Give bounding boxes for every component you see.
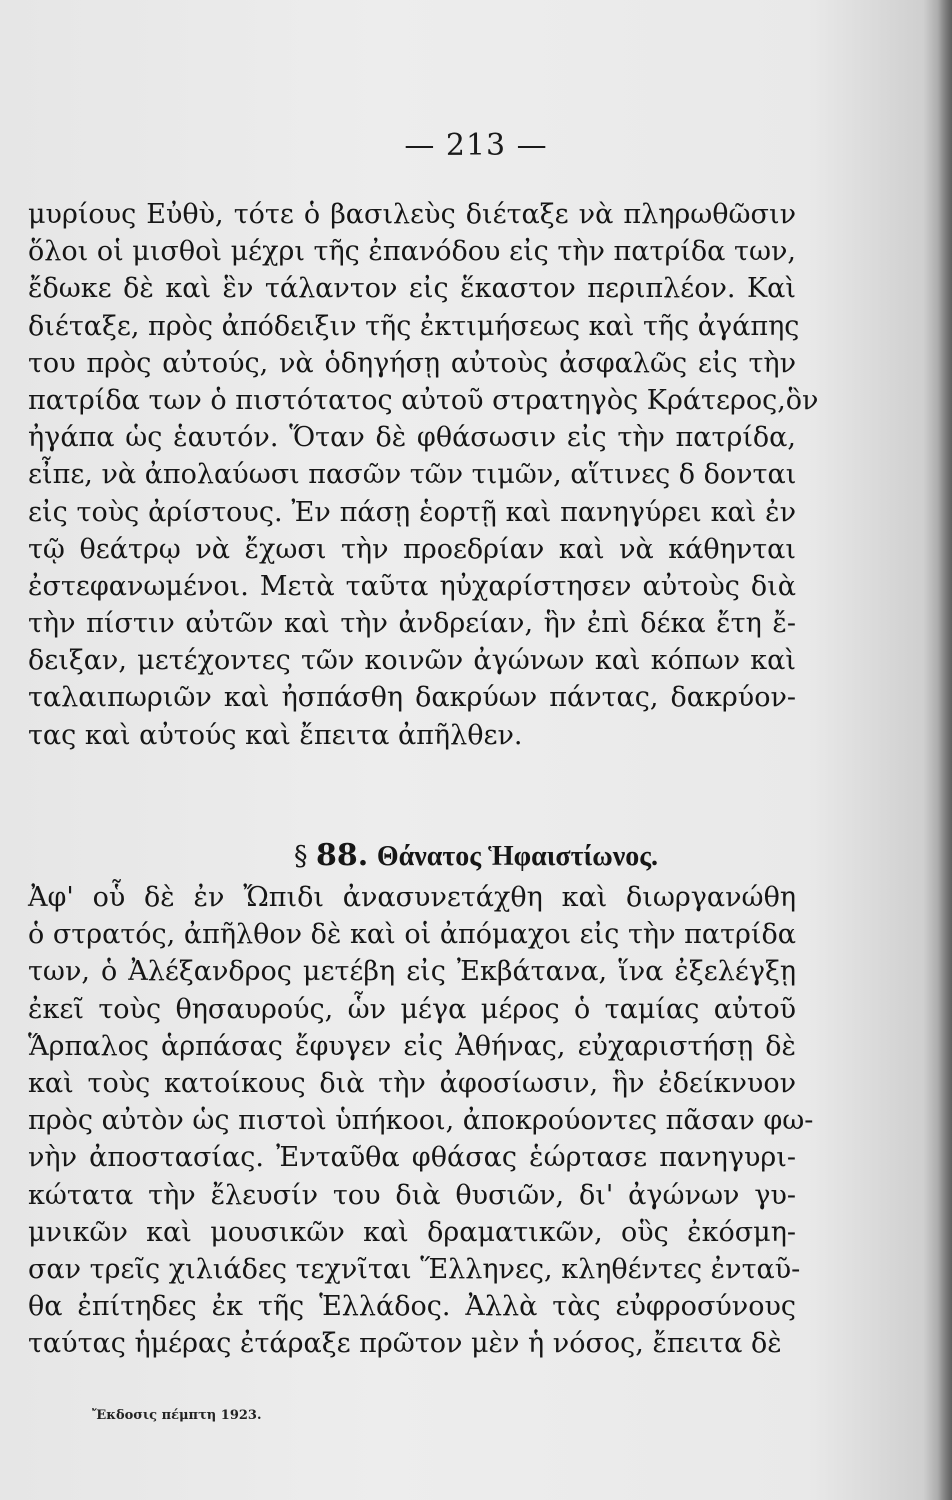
text-line: Ἅρπαλος ἁρπάσας ἔφυγεν εἰς Ἀθήνας, εὐχαριστήσῃ δὲ bbox=[28, 1030, 796, 1062]
text-line: ὅλοι οἱ μισθοὶ μέχρι τῆς ἐπανόδου εἰς τὴν πατρίδα των, bbox=[28, 236, 796, 268]
text-line: ταύτας ἡμέρας ἐτάραξε πρῶτον μὲν ἡ νόσος, ἔπειτα δὲ bbox=[28, 1328, 782, 1360]
text-line: ἠγάπα ὡς ἑαυτόν. Ὅταν δὲ φθάσωσιν εἰς τὴν πατρίδα, bbox=[28, 422, 796, 454]
section-heading bbox=[0, 838, 952, 873]
section-number: 88. bbox=[316, 838, 369, 873]
text-line: ὁ στρατός, ἀπῆλθον δὲ καὶ οἱ ἀπόμαχοι εἰς τὴν πατρίδα bbox=[28, 919, 796, 951]
text-line: μυρίους Εὐθὺ, τότε ὁ βασιλεὺς διέταξε νὰ πληρωθῶσιν bbox=[28, 199, 796, 230]
text-line: ταλαιπωριῶν καὶ ἠσπάσθη δακρύων πάντας, δακρύον- bbox=[28, 682, 796, 714]
section-title: Θάνατος Ἡφαιστίωνος. bbox=[376, 841, 659, 872]
text-line: τὴν πίστιν αὐτῶν καὶ τὴν ἀνδρείαν, ἣν ἐπὶ δέκα ἔτη ἔ- bbox=[28, 608, 796, 640]
text-line: σαν τρεῖς χιλιάδες τεχνῖται Ἕλληνες, κληθέντες ἐνταῦ- bbox=[28, 1253, 801, 1285]
page-edge-shadow bbox=[938, 0, 952, 1500]
text-line: νὴν ἀποστασίας. Ἐνταῦθα φθάσας ἑώρτασε πανηγυρι- bbox=[28, 1142, 796, 1174]
text-line: τας καὶ αὐτούς καὶ ἔπειτα ἀπῆλθεν. bbox=[28, 719, 523, 751]
text-line: ἐστεφανωμένοι. Μετὰ ταῦτα ηὐχαρίστησεν αὐτοὺς διὰ bbox=[28, 570, 796, 602]
text-line: καὶ τοὺς κατοίκους διὰ τὴν ἀφοσίωσιν, ἣν ἐδείκνυον bbox=[28, 1067, 796, 1099]
text-line: εἶπε, νὰ ἀπολαύωσι πασῶν τῶν τιμῶν, αἵτινες δ δονται bbox=[28, 459, 797, 491]
text-line: κώτατα τὴν ἔλευσίν του διὰ θυσιῶν, δι' ἀγώνων γυ- bbox=[28, 1179, 796, 1211]
page-number: — 213 — bbox=[404, 128, 548, 163]
text-line: των, ὁ Ἀλέξανδρος μετέβη εἰς Ἐκβάτανα, ἵνα ἐξελέγξῃ bbox=[28, 956, 796, 988]
text-line: εἰς τοὺς ἀρίστους. Ἐν πάσῃ ἑορτῇ καὶ πανηγύρει καὶ ἐν bbox=[28, 496, 796, 528]
text-line: πρὸς αὐτὸν ὡς πιστοὶ ὑπήκοοι, ἀποκρούοντες πᾶσαν φω- bbox=[28, 1105, 814, 1137]
text-line: ἐκεῖ τοὺς θησαυρούς, ὧν μέγα μέρος ὁ ταμίας αὐτοῦ bbox=[28, 993, 796, 1025]
text-line: δειξαν, μετέχοντες τῶν κοινῶν ἀγώνων καὶ κόπων καὶ bbox=[28, 645, 796, 677]
text-line: διέταξε, πρὸς ἀπόδειξιν τῆς ἐκτιμήσεως καὶ τῆς ἀγάπης bbox=[28, 310, 800, 342]
paragraph-2 bbox=[28, 879, 814, 1362]
edition-note: Ἔκδοσις πέμπτη 1923. bbox=[92, 1408, 262, 1423]
text-line: του πρὸς αὐτούς, νὰ ὁδηγήσῃ αὐτοὺς ἀσφαλῶς εἰς τὴν bbox=[28, 347, 796, 379]
text-line: θα ἐπίτηδες ἐκ τῆς Ἑλλάδος. Ἀλλὰ τὰς εὐφροσύνους bbox=[28, 1291, 796, 1323]
text-line: τῷ θεάτρῳ νὰ ἔχωσι τὴν προεδρίαν καὶ νὰ κάθηνται bbox=[28, 533, 796, 565]
section-symbol: § bbox=[293, 841, 308, 872]
text-line: μνικῶν καὶ μουσικῶν καὶ δραματικῶν, οὓς ἐκόσμη- bbox=[28, 1216, 796, 1248]
text-line: Ἀφ' οὗ δὲ ἐν Ὤπιδι ἀνασυνετάχθη καὶ διωργανώθη bbox=[28, 882, 796, 913]
text-line: πατρίδα των ὁ πιστότατος αὐτοῦ στρατηγὸς Κράτερος,ὃν bbox=[28, 384, 819, 416]
text-line: ἔδωκε δὲ καὶ ἓν τάλαντον εἰς ἕκαστον περιπλέον. Καὶ bbox=[28, 273, 796, 305]
paragraph-1 bbox=[28, 196, 819, 754]
